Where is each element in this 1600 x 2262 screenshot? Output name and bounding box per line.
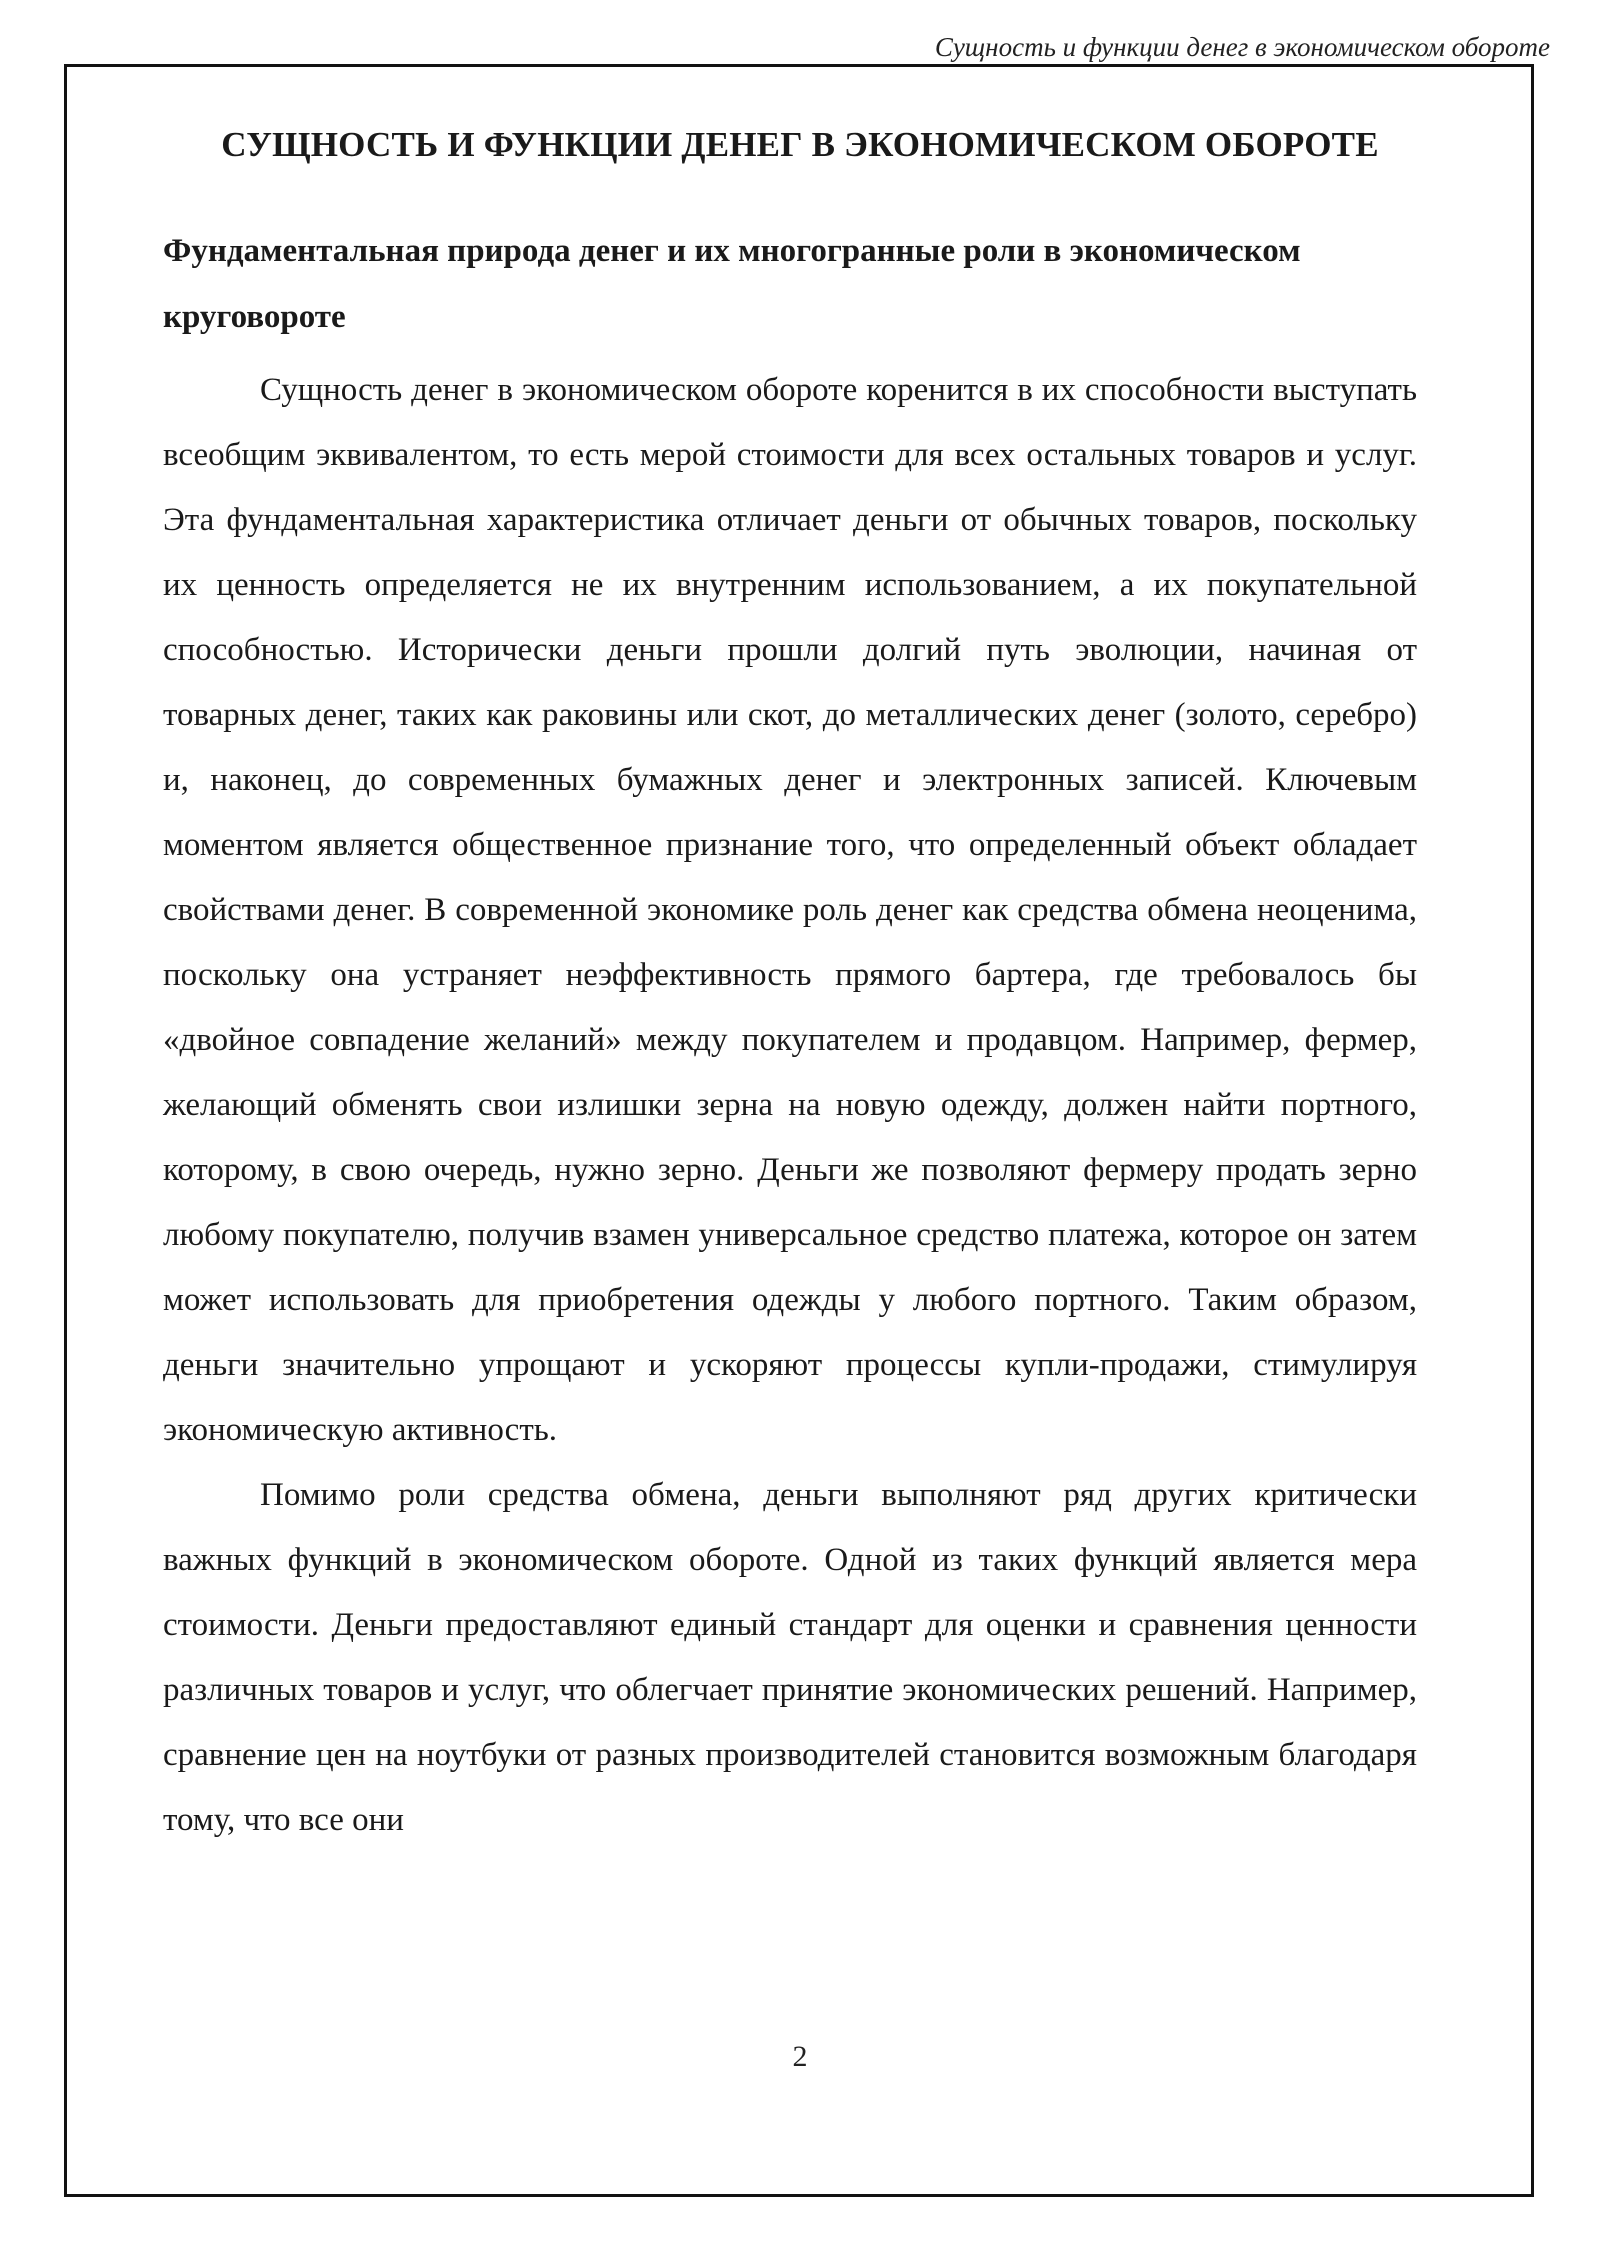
document-title: СУЩНОСТЬ И ФУНКЦИИ ДЕНЕГ В ЭКОНОМИЧЕСКОМ ОБОРОТЕ bbox=[221, 125, 1379, 164]
running-header: Сущность и функции денег в экономическом обороте bbox=[934, 32, 1550, 62]
page-content bbox=[163, 120, 1417, 1853]
page-number: 2 bbox=[792, 2040, 808, 2073]
body-paragraph-1: Сущность денег в экономическом обороте коренится в их способности выступать всеобщим эквивалентом, то есть мерой стоимости для всех остальных товаров и услуг. Эта фундаментальная характеристика отличает деньги от обычных товаров, поскольку их ценность определяется не их внутренним использованием, а их покупательной способностью. Исторически деньги прошли долгий путь эволюции, начиная от товарных денег, таких как раковины или скот, до металлических денег (золото, серебро) и, наконец, до современных бумажных денег и электронных записей. Ключевым моментом является общественное признание того, что определенный объект обладает свойствами денег. В современной экономике роль денег как средства обмена неоценима, поскольку она устраняет неэффективность прямого бартера, где требовалось бы «двойное совпадение желаний» между покупателем и продавцом. Например, фермер, желающий обменять свои излишки зерна на новую одежду, должен найти портного, которому, в свою очередь, нужно зерно. Деньги же позволяют фермеру продать зерно любому покупателю, получив взамен универсальное средство платежа, которое он затем может использовать для приобретения одежды у любого портного. Таким образом, деньги значительно упрощают и ускоряют процессы купли-продажи, стимулируя экономическую активность. bbox=[163, 372, 1417, 1448]
section-heading: Фундаментальная природа денег и их многогранные роли в экономическом круговороте bbox=[163, 233, 1301, 335]
body-paragraph-2: Помимо роли средства обмена, деньги выполняют ряд других критически важных функций в экономическом обороте. Одной из таких функций является мера стоимости. Деньги предоставляют единый стандарт для оценки и сравнения ценности различных товаров и услуг, что облегчает принятие экономических решений. Например, сравнение цен на ноутбуки от разных производителей становится возможным благодаря тому, что все они bbox=[163, 1477, 1417, 1838]
